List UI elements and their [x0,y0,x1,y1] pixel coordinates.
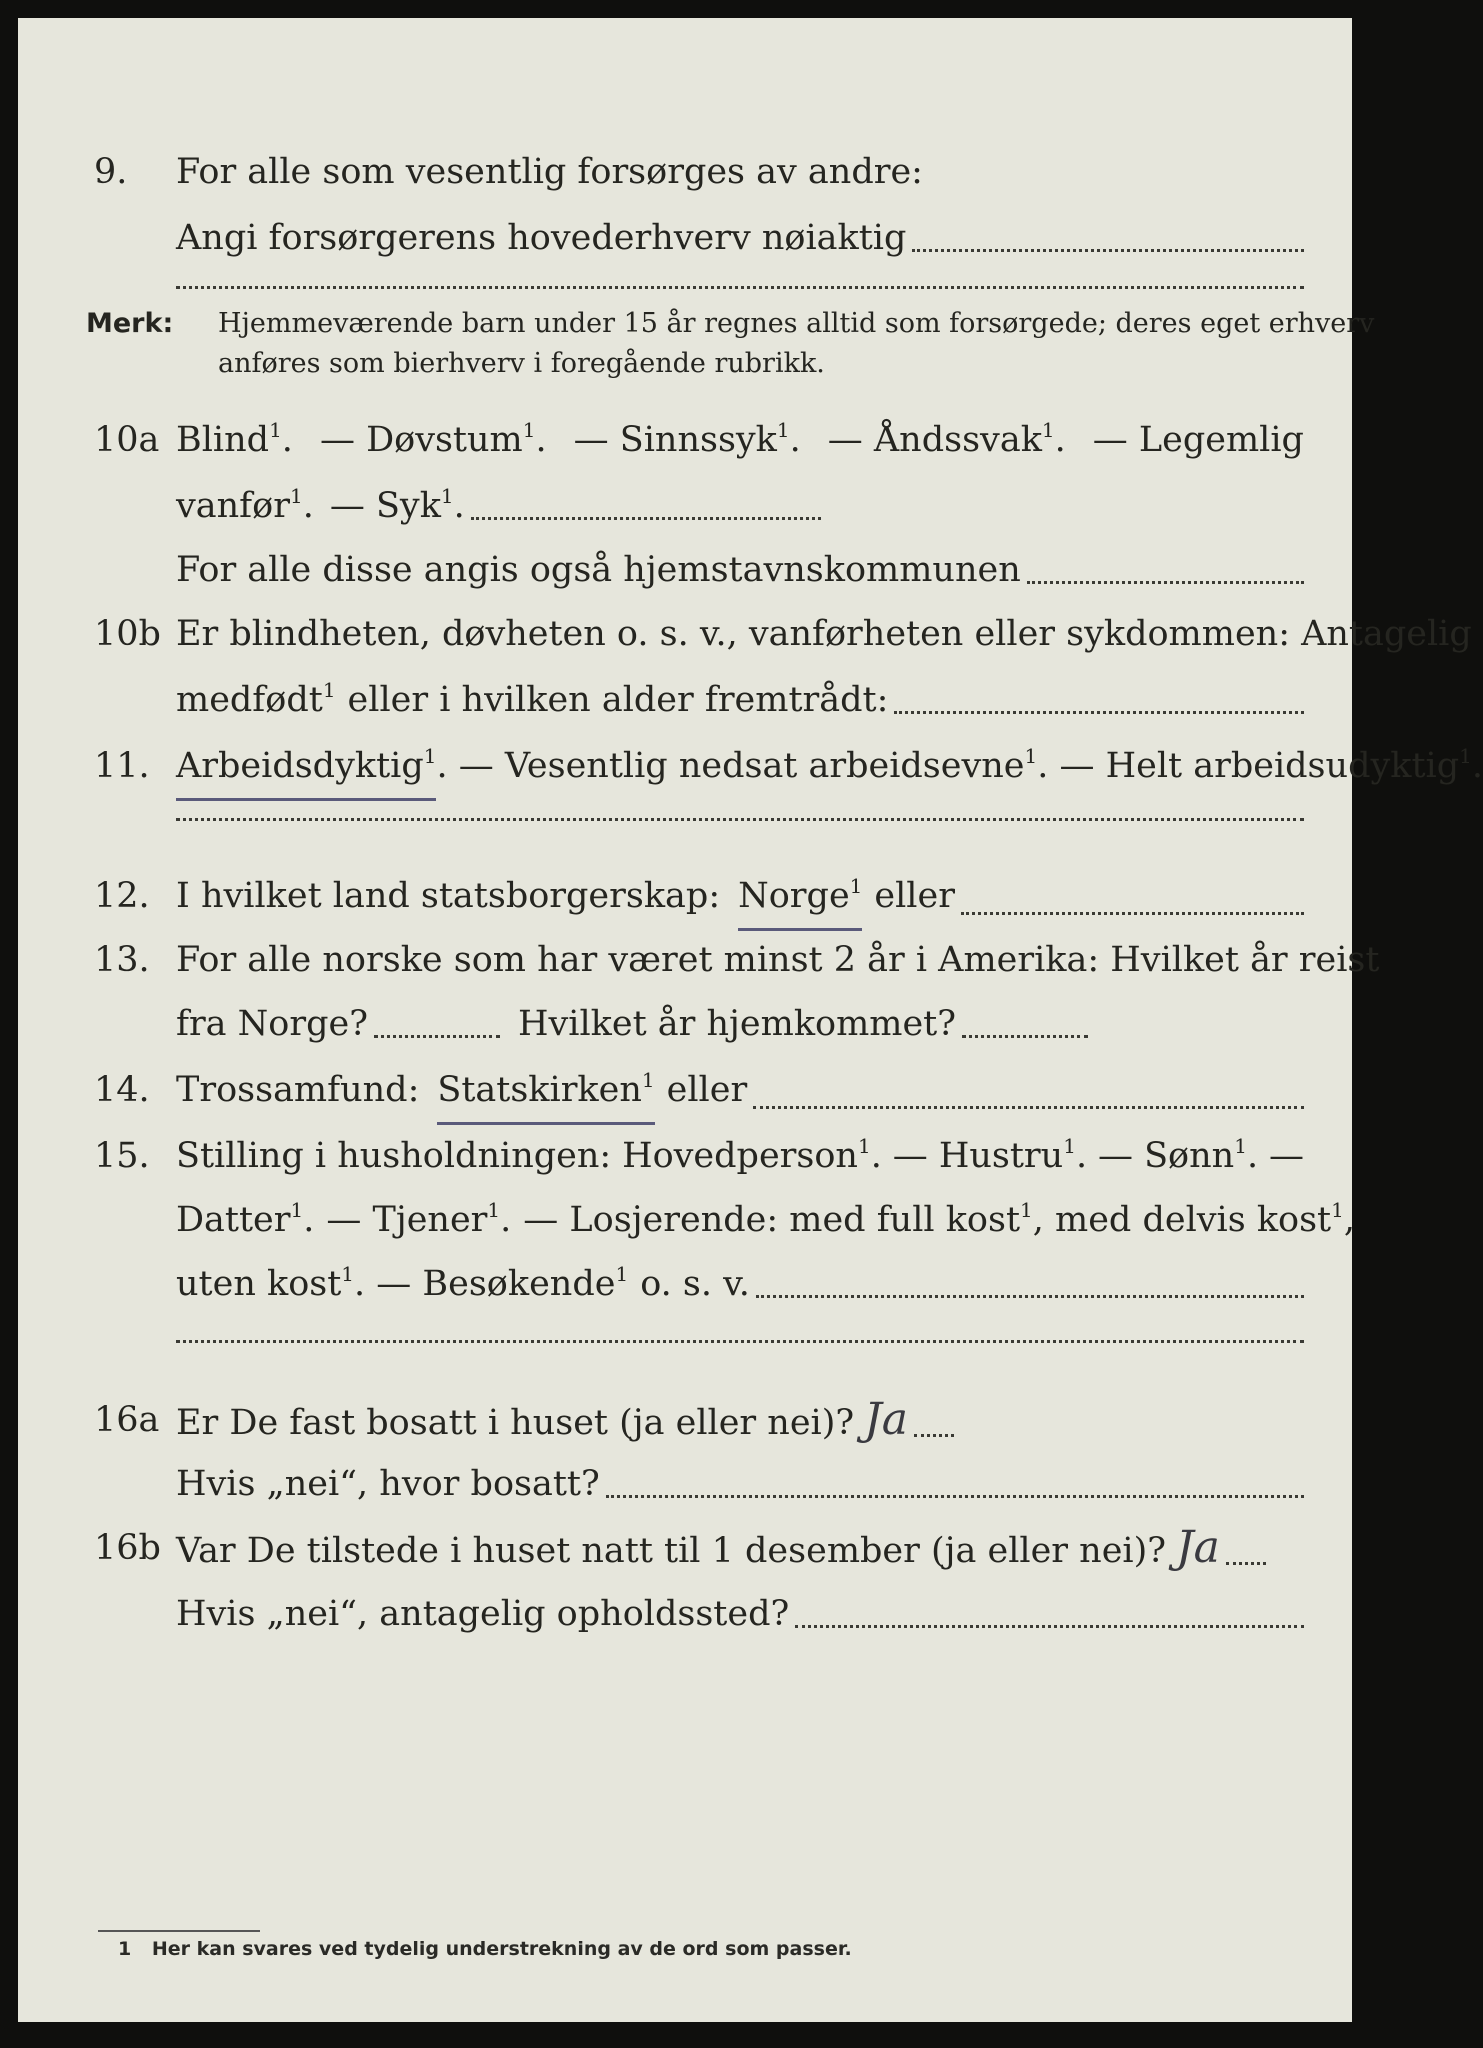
q9-number: 9. [94,152,128,192]
q14-label: Trossamfund: [176,1070,420,1110]
q16b-number: 16b [94,1528,161,1568]
q10a-number: 10a [94,420,160,460]
q10a-vanfor[interactable]: vanfør$^1$. [176,484,314,526]
q16b-opholdssted-field[interactable] [795,1613,1304,1628]
q10a-syk[interactable]: — Syk$^1$. [329,484,465,526]
q10b-question: Er blindheten, døvheten o. s. v., vanførheten eller sykdommen: Antagelig [176,614,1472,654]
q16b-answer-field[interactable] [1226,1550,1266,1565]
q16b-question: Var De tilstede i huset natt til 1 desember (ja eller nei)? [176,1531,1167,1571]
q13-reist-label: fra Norge? [176,1004,368,1044]
q16b-row [18,1518,1352,1578]
q14-eller: eller [666,1070,748,1110]
q14-row [18,1060,1352,1120]
q15-hovedperson[interactable]: Hovedperson$^1$. [622,1134,882,1176]
q15-label: Stilling i husholdningen: [176,1136,612,1176]
q13-row [18,930,1380,990]
q12-norge[interactable]: Norge$^1$ [738,866,862,931]
footnote-mark: 1 [118,1938,132,1960]
q10a-sinnssyk[interactable]: — Sinnssyk$^1$. [573,418,801,460]
q14-number: 14. [94,1070,150,1110]
q10b-row [18,604,1472,664]
q16a-answer[interactable]: Ja [864,1394,909,1445]
q11-helt[interactable]: . — Helt arbeidsudyktig$^1$. [1037,744,1483,786]
q15-osv: o. s. v. [640,1264,750,1304]
q14-other-field[interactable] [753,1094,1304,1109]
q16a-row2 [18,1454,1352,1514]
q11-row [18,736,1483,796]
q10b-alder-label: eller i hvilken alder fremtrådt: [347,680,889,720]
q10a-syk-field[interactable] [471,505,821,520]
q11-number: 11. [94,746,150,786]
q9-occupation-row [18,208,1352,268]
merk-note-line1: Hjemmeværende barn under 15 år regnes alltid som forsørgede; deres eget erhverv [218,308,1375,339]
merk-label: Merk: [86,308,174,339]
footnote [118,1938,852,1960]
q15-number: 15. [94,1136,150,1176]
q10a-hjemstavn-label: For alle disse angis også hjemstavnskommunen [176,550,1021,590]
q10a-legemlig[interactable]: — Legemlig [1092,420,1304,460]
q15-tjener[interactable]: — Tjener$^1$. [326,1198,512,1240]
q16a-number: 16a [94,1400,160,1440]
q15-row2 [18,1190,1355,1250]
q13-question: For alle norske som har været minst 2 år i Amerika: Hvilket år reist [176,940,1380,980]
merk-note-line2: anføres som bierhverv i foregående rubrikk. [218,348,825,379]
q16b-answer[interactable]: Ja [1176,1522,1220,1573]
q16b-row2 [18,1584,1352,1644]
q9-row [18,142,1352,202]
q11-vesentlig[interactable]: . — Vesentlig nedsat arbeidsevne$^1$ [436,744,1038,786]
q13-reist-field[interactable] [374,1023,500,1038]
q12-other-country-field[interactable] [961,900,1304,915]
q15-losjerende[interactable]: — Losjerende: med full kost$^1$ [523,1198,1033,1240]
q14-statskirken[interactable]: Statskirken$^1$ [437,1060,654,1125]
q9-question: For alle som vesentlig forsørges av andre: [176,152,923,192]
q10a-row3 [18,540,1352,600]
q10b-row2 [18,670,1352,730]
q10a-row2 [18,476,1352,536]
q16a-answer-field[interactable] [914,1422,954,1437]
q15-extra-answer-line[interactable] [176,1340,1304,1343]
q15-datter[interactable]: Datter$^1$. [176,1198,315,1240]
q15-other-field[interactable] [756,1283,1304,1298]
census-form-page [18,18,1483,2022]
q15-sonn[interactable]: — Sønn$^1$. [1097,1134,1259,1176]
q11-extra-answer-line[interactable] [176,818,1304,821]
q12-eller: eller [874,876,955,916]
q9-extra-answer-line[interactable] [176,286,1304,289]
q11-arbeidsdyktig[interactable]: Arbeidsdyktig$^1$ [176,736,436,801]
q13-hjemkommet-field[interactable] [962,1023,1088,1038]
q10a-dovstum[interactable]: — Døvstum$^1$. [319,418,547,460]
q16a-bosatt-label: Hvis „nei“, hvor bosatt? [176,1464,600,1504]
q10b-alder-field[interactable] [894,699,1304,714]
q12-row [18,866,1352,926]
footnote-rule [98,1930,260,1932]
q10a-row [18,410,1352,470]
q10a-andssvak[interactable]: — Åndssvak$^1$. [827,418,1066,460]
q15-row [18,1126,1352,1186]
q9-occupation-label: Angi forsørgerens hovederhverv nøiaktig [176,218,907,258]
q15-uten[interactable]: uten kost$^1$ [176,1262,355,1304]
q16a-question: Er De fast bosatt i huset (ja eller nei)? [176,1403,855,1443]
q16b-opholdssted-label: Hvis „nei“, antagelig opholdssted? [176,1594,790,1634]
q13-row2 [18,994,1352,1054]
q13-hjemkommet-label: Hvilket år hjemkommet? [518,1004,957,1044]
q16a-row [18,1390,1352,1450]
q9-occupation-field[interactable] [912,237,1304,252]
footnote-text: Her kan svares ved tydelig understrekning av de ord som passer. [151,1938,852,1960]
q15-besokende[interactable]: . — Besøkende$^1$ [354,1262,629,1304]
q10b-number: 10b [94,614,161,654]
q12-label: I hvilket land statsborgerskap: [176,876,721,916]
q10a-blind[interactable]: Blind$^1$. [176,418,293,460]
q12-number: 12. [94,876,150,916]
q10a-hjemstavn-field[interactable] [1027,569,1304,584]
q15-delvis[interactable]: , med delvis kost$^1$, [1032,1198,1355,1240]
q15-row3 [18,1254,1352,1314]
q13-number: 13. [94,940,150,980]
q10b-medfodt[interactable]: medfødt$^1$ [176,678,336,720]
q15-hustru[interactable]: — Hustru$^1$. [892,1134,1088,1176]
q15-dash: — [1268,1136,1304,1176]
q16a-bosatt-field[interactable] [606,1483,1304,1498]
